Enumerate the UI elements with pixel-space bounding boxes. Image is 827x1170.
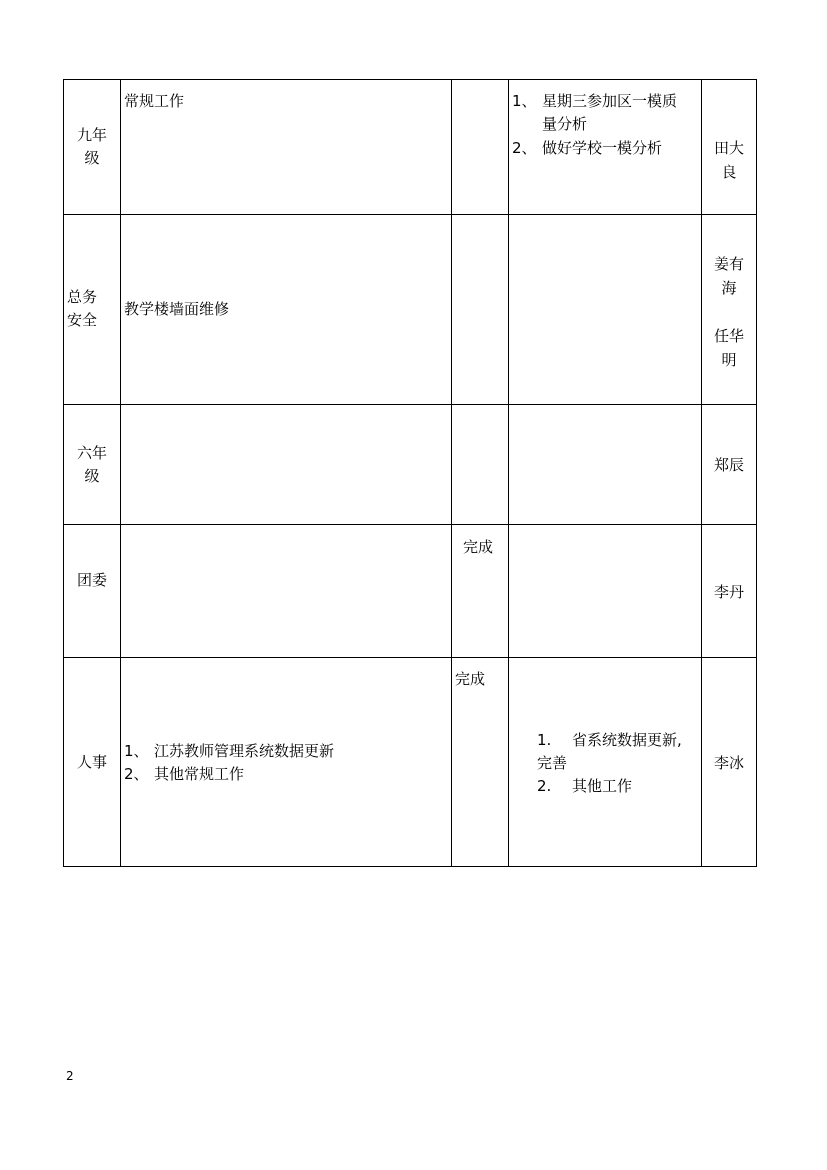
person-cell: 李冰 [713,754,744,772]
list-item-continuation: 完善 [537,754,568,772]
dept-cell: 九年 级 [76,126,107,167]
status-cell: 完成 [455,670,486,688]
page-number: 2 [66,1069,74,1083]
work-cell: 教学楼墙面维修 [124,300,230,318]
list-item: 1. 省系统数据更新, [537,731,682,749]
work-cell: 常规工作 [124,92,185,110]
list-item: 1、 江苏教师管理系统数据更新 [124,742,335,760]
person-cell: 李丹 [713,583,744,601]
list-item: 2、 做好学校一模分析 [512,139,663,157]
dept-cell: 总务 安全 [67,288,98,329]
list-item: 2、 其他常规工作 [124,765,245,783]
dept-cell: 人事 [76,753,107,771]
person-cell: 郑辰 [713,456,744,474]
dept-cell: 团委 [76,571,107,589]
dept-cell: 六年 级 [76,444,107,485]
person-cell: 田大 良 [713,139,744,181]
status-cell: 完成 [463,538,494,556]
person-cell: 姜有 海 任华 明 [713,255,744,369]
list-item-continuation: 量分析 [542,115,588,133]
list-item: 2. 其他工作 [537,777,633,795]
list-item: 1、 星期三参加区一模质 [512,92,678,110]
